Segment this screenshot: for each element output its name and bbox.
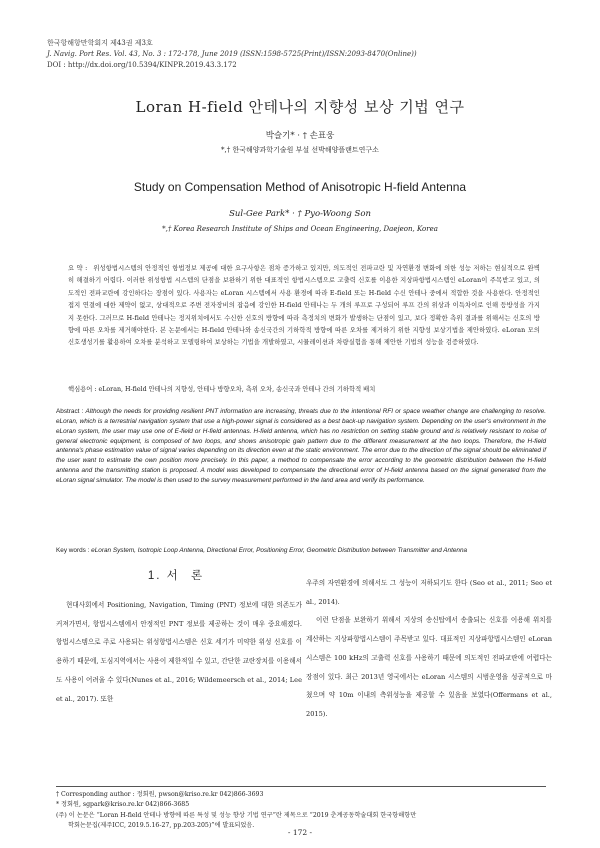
page-number: - 172 - — [287, 828, 313, 837]
affiliation-ko: *,† 한국해양과학기술원 부설 선박해양플랜트연구소 — [221, 146, 379, 154]
abstract-en-text: Although the needs for providing resilient PNT information are increasing, threats due to the intentional RFI or space weather change are challenging to resolve. eLoran, which is a terrestrial navigation system that use a high-power signal is considered as a best back-up navigation system. Depending on the user's environment in the eLoran system, the user may use one of E-field or H-field antennas. H-field antenna, which has no restriction on setting stable ground and is relatively resistant to noise of general electronic equipment, is composed of two loops, and shows anisotropic gain pattern due to the different measurement at the two loops. Therefore, the H-field antenna's phase estimation value of signal varies depending on its direction even at the static environment. The error due to the direction of the signal should be eliminated if the user want to estimate the own position more precisely. In this paper, a method to compensate the error according to the geometric distribution between the H-field antenna and the transmitting station is proposed. A model was developed to compensate the directional error of H-field antenna based on the signal generated from the eLoran signal simulator. The model is then used to the survey measurement performed in the land area and verify its performance. — [56, 408, 546, 484]
abstract-en-label: Abstract : — [56, 408, 84, 415]
body-column-left — [56, 596, 302, 708]
keywords-en — [56, 546, 546, 556]
abstract-ko-label: 요 약 : — [68, 265, 88, 272]
affiliation-en: *,† Korea Research Institute of Ships and Ocean Engineering, Daejeon, Korea — [162, 225, 438, 233]
body-column-right — [306, 574, 552, 724]
authors-ko: 박슬기* · † 손표웅 — [265, 131, 335, 141]
paper-title-ko: Loran H-field 안테나의 지향성 보상 기법 연구 — [135, 98, 465, 116]
journal-name-ko: 한국항해항만학회지 제43권 제3호 — [47, 39, 153, 47]
journal-header — [47, 38, 417, 71]
abstract-ko-text: 위성항법시스템의 안정적인 항법정보 제공에 대한 요구사항은 점차 증가하고 있지만, 의도적인 전파교란 및 자연환경 변화에 의한 성능 저하는 현실적으로 완벽히 해결하기 어렵다. 이러한 위성항법 시스템의 단점을 보완하기 위한 대표적인 항법시스템으로 고출력 신호를 이용한 지상파항법시스템인 eLoran이 주목받고 있고, 의도적인 전파교란에 강인하다는 장점이 있다. 사용자는 eLoran 시스템에서 사용 환경에 따라 E-field 또는 H-field 수신 안테나 중에서 적합한 것을 사용한다. 안정적인 접지 연결에 대한 제약이 없고, 상대적으로 주변 전자장비의 잡음에 강인한 H-field 안테나는 두 개의 루프로 구성되어 루프 간의 위상과 이득차이로 인해 등방성을 가지지 못한다. 그러므로 H-field 안테나는 정지위치에서도 수신한 신호의 방향에 따라 측정치의 변화가 발생하는 단점이 있고, 보다 정확한 측위 결과를 위해서는 신호의 방향에 따른 오차를 제거해야한다. 본 논문에서는 H-field 안테나와 송신국간의 기하학적 방향에 따른 오차를 제거하기 위한 지향성 보상기법을 제안하였다. eLoran 모의 신호생성기를 활용하여 오차를 분석하고 모델링하여 보상하는 기법을 개발하였고, 시뮬레이션과 차량실험을 통해 제안한 기법의 성능을 검증하였다. — [68, 265, 541, 347]
paper-title-en: Study on Compensation Method of Anisotropic H-field Antenna — [133, 180, 467, 194]
section-heading-introduction — [56, 567, 296, 589]
doi-link[interactable]: DOI : http://dx.doi.org/10.5394/KINPR.2019.43.3.172 — [47, 61, 237, 69]
footnote-corresponding-author: † Corresponding author : 정회원, pwson@kriso.re.kr 042)866-3693 — [56, 791, 264, 798]
journal-citation: J. Navig. Port Res. Vol. 43, No. 3 : 172-178, June 2019 (ISSN:1598-5725(Print)/ISSN:2093-8470(Online)) — [47, 50, 417, 58]
abstract-ko — [68, 263, 540, 350]
authors-en: Sul-Gee Park* · † Pyo-Woong Son — [229, 209, 371, 219]
abstract-en — [56, 407, 546, 486]
footnote-member: * 정회원, sgpark@kriso.re.kr 042)866-3685 — [56, 801, 190, 809]
body-paragraph: 현대사회에서 Positioning, Navigation, Timing (PNT) 정보에 대한 의존도가 커져가면서, 항법시스템에서 안정적인 PNT 정보를 제공하는 것이 매우 중요해졌다. 항법시스템으로 주로 사용되는 위성항법시스템은 신호 세기가 미약한 위성 신호를 이용하기 때문에, 도심지역에서는 사용이 제한적일 수 있고, 간단한 교란장치를 이용해서도 사용이 어려울 수 있다(Nunes et al., 2016; Wildemeersch et al., 2014; Lee et al., 2017). 또한 — [56, 601, 302, 703]
keywords-en-text: eLoran System, Isotropic Loop Antenna, Directional Error, Positioning Error, Geometric Distribution between Transmitter and Antenna — [91, 547, 468, 554]
footnote-divider — [56, 786, 546, 787]
keywords-ko-text: eLoran, H-field 안테나의 지향성, 안테나 방향오차, 측위 오차, 송신국과 안테나 간의 기하학적 배치 — [98, 386, 376, 393]
keywords-ko — [68, 384, 540, 393]
footnote-note: (주) 이 논문은 “Loran H-field 안테나 방향에 따른 특성 및 성능 향상 기법 연구”란 제목으로 “2019 춘계공동학술대회 한국항해항만 — [56, 811, 417, 819]
section-title: 론 — [191, 570, 205, 582]
footnote-note-continued: 학회논문집(제주ICC, 2019.5.16-27, pp.203-205)”에 발표되었음. — [68, 822, 255, 830]
body-paragraph: 이런 단점을 보완하기 위해서 지상의 송신탑에서 송출되는 신호를 이용해 위치를 계산하는 지상파항법시스템이 주목받고 있다. 대표적인 지상파항법시스템인 eLoran 시스템은 100 kHz의 고출력 신호를 사용하기 때문에 의도적인 전파교란에 어렵다는 장점이 있다. 최근 2013년 영국에서는 eLoran 시스템의 시범운영을 성공적으로 마쳤으며 약 10m 이내의 측위성능을 제공할 수 있음을 보였다(Offermans et al., 2015). — [306, 616, 552, 718]
section-number: 1. 서 — [147, 570, 180, 582]
keywords-ko-label: 핵심용어 : — [68, 386, 97, 393]
keywords-en-label: Key words : — [56, 547, 90, 554]
footnotes — [56, 790, 546, 832]
body-paragraph: 우주의 자연환경에 의해서도 그 성능이 저하되기도 한다 (Seo et al., 2011; Seo et al., 2014). — [306, 579, 552, 606]
